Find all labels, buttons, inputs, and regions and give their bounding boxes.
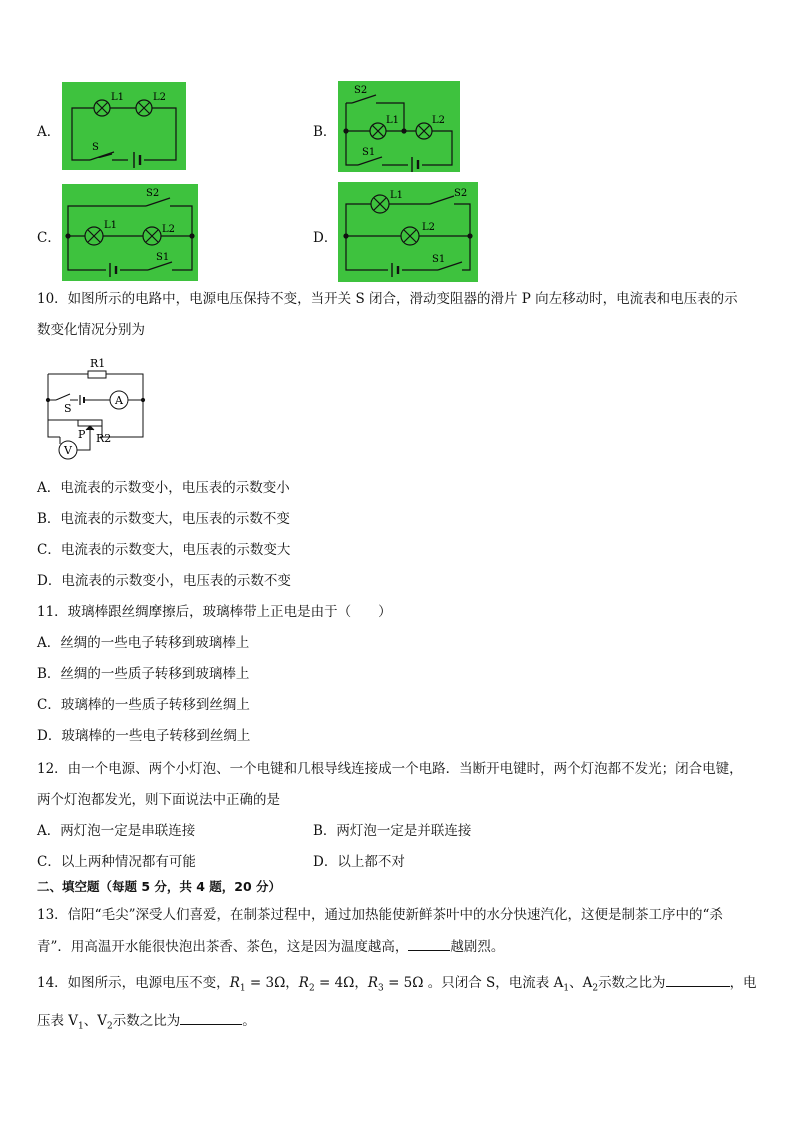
q14-line2 — [37, 1010, 256, 1037]
q12-option-b[interactable]: B．两灯泡一定是并联连接 — [313, 823, 472, 839]
q10-stem-line2: 数变化情况分别为 — [37, 322, 145, 338]
q10-label-p: P — [78, 428, 86, 441]
q14-r2-symbol: R — [298, 975, 309, 991]
q11-option-d[interactable]: D．玻璃棒的一些电子转移到丝绸上 — [37, 728, 251, 744]
q14-intro: 14．如图所示，电源电压不变， — [37, 975, 230, 991]
q14-r1-sub: 1 — [239, 983, 246, 994]
q14-line1 — [37, 972, 757, 999]
q10-option-a[interactable]: A．电流表的示数变小，电压表的示数变小 — [37, 480, 290, 496]
q11-option-c[interactable]: C．玻璃棒的一些质子转移到丝绸上 — [37, 697, 250, 713]
q14-r3-value: = 5Ω 。只闭合 S，电流表 A — [383, 975, 564, 991]
q10-label-a: A — [115, 394, 123, 407]
q14-r2-sub: 2 — [308, 983, 315, 994]
q9d-label-s2: S2 — [454, 188, 468, 199]
q14-line1-end: ，电 — [729, 975, 757, 991]
q10-option-d[interactable]: D．电流表的示数变小，电压表的示数不变 — [37, 573, 291, 589]
q9-option-b-letter: B． — [313, 124, 337, 140]
q14-r1-value: = 3Ω， — [245, 975, 299, 991]
q14-r3-symbol: R — [367, 975, 379, 991]
q12-stem-line2: 两个灯泡都发光，则下面说法中正确的是 — [37, 792, 280, 808]
q11-option-a[interactable]: A．丝绸的一些电子转移到玻璃棒上 — [37, 635, 250, 651]
q14-sep: 、A — [569, 975, 593, 991]
q10-option-b[interactable]: B．电流表的示数变大，电压表的示数不变 — [37, 511, 290, 527]
q9-circuit-d — [338, 182, 478, 282]
q9-circuit-a — [62, 82, 186, 170]
q9a-label-l1: L1 — [111, 92, 125, 103]
q14-r3-sub: 3 — [378, 983, 384, 994]
q9b-label-s2: S2 — [354, 85, 368, 96]
q9d-label-s1: S1 — [432, 254, 446, 265]
q12-option-a[interactable]: A．两灯泡一定是串联连接 — [37, 823, 196, 839]
section-fill-in-title: 二、填空题（每题 5 分，共 4 题，20 分） — [37, 879, 282, 894]
q9a-label-s: S — [92, 142, 99, 153]
q10-option-c[interactable]: C．电流表的示数变大，电压表的示数变大 — [37, 542, 291, 558]
q10-label-v: V — [64, 444, 72, 457]
q14-line2-text: 示数之比为 — [112, 1013, 181, 1029]
q9-option-a-letter: A． — [37, 124, 61, 140]
q10-circuit-diagram — [40, 352, 150, 464]
q14-ratio-text: 示数之比为 — [598, 975, 666, 991]
q13-line1: 13．信阳“毛尖”深受人们喜爱，在制茶过程中，通过加热能使新鲜茶叶中的水分快速汽化，这便是制茶工序中的“杀 — [37, 907, 723, 923]
q9-circuit-b — [338, 81, 460, 172]
q13-line2-end: 越剧烈。 — [450, 939, 505, 955]
q9b-label-l1: L1 — [386, 115, 400, 126]
q13-line2-text: 青”．用高温开水能很快泡出茶香、茶色，这是因为温度越高， — [37, 939, 409, 955]
q10-label-r2: R2 — [96, 432, 112, 445]
q14-v1-sub: 1 — [78, 1021, 84, 1032]
q14-v2-sub: 2 — [107, 1021, 113, 1032]
q12-option-d[interactable]: D．以上都不对 — [313, 854, 405, 870]
q14-line2-end: 。 — [242, 1013, 256, 1029]
q14-answer-blank-1[interactable] — [666, 972, 730, 987]
q9b-label-l2: L2 — [432, 115, 446, 126]
q14-r1-symbol: R — [229, 975, 240, 991]
q10-label-s: S — [64, 402, 72, 415]
q13-line2 — [37, 936, 504, 957]
q11-option-b[interactable]: B．丝绸的一些质子转移到玻璃棒上 — [37, 666, 250, 682]
q9d-label-l2: L2 — [422, 222, 436, 233]
q13-answer-blank[interactable] — [408, 936, 450, 951]
q9-option-d-letter: D． — [313, 230, 338, 246]
q14-a2-sub: 2 — [592, 983, 599, 994]
q9c-label-s1: S1 — [156, 252, 170, 263]
q10-label-r1: R1 — [90, 357, 106, 370]
q14-a1-sub: 1 — [563, 983, 570, 994]
q9c-label-s2: S2 — [146, 188, 160, 199]
q9c-label-l2: L2 — [162, 224, 176, 235]
q11-stem: 11．玻璃棒跟丝绸摩擦后，玻璃棒带上正电是由于（ ） — [37, 604, 392, 620]
q12-stem-line1: 12．由一个电源、两个小灯泡、一个电键和几根导线连接成一个电路．当断开电键时，两个灯泡都不发光；闭合电键， — [37, 761, 743, 777]
q10-stem-line1: 10．如图所示的电路中，电源电压保持不变，当开关 S 闭合，滑动变阻器的滑片 P 向左移动时，电流表和电压表的示 — [37, 291, 738, 307]
q14-answer-blank-2[interactable] — [180, 1010, 242, 1025]
q9d-label-l1: L1 — [390, 190, 404, 201]
q12-option-c[interactable]: C．以上两种情况都有可能 — [37, 854, 196, 870]
q9b-label-s1: S1 — [362, 147, 376, 158]
q14-r2-value: = 4Ω， — [314, 975, 368, 991]
q9a-label-l2: L2 — [153, 92, 167, 103]
q9-option-c-letter: C． — [37, 230, 61, 246]
q9-circuit-c — [62, 184, 198, 281]
q14-line2-start: 压表 V — [37, 1013, 79, 1029]
q9c-label-l1: L1 — [104, 220, 118, 231]
q14-line2-sep: 、V — [83, 1013, 108, 1029]
